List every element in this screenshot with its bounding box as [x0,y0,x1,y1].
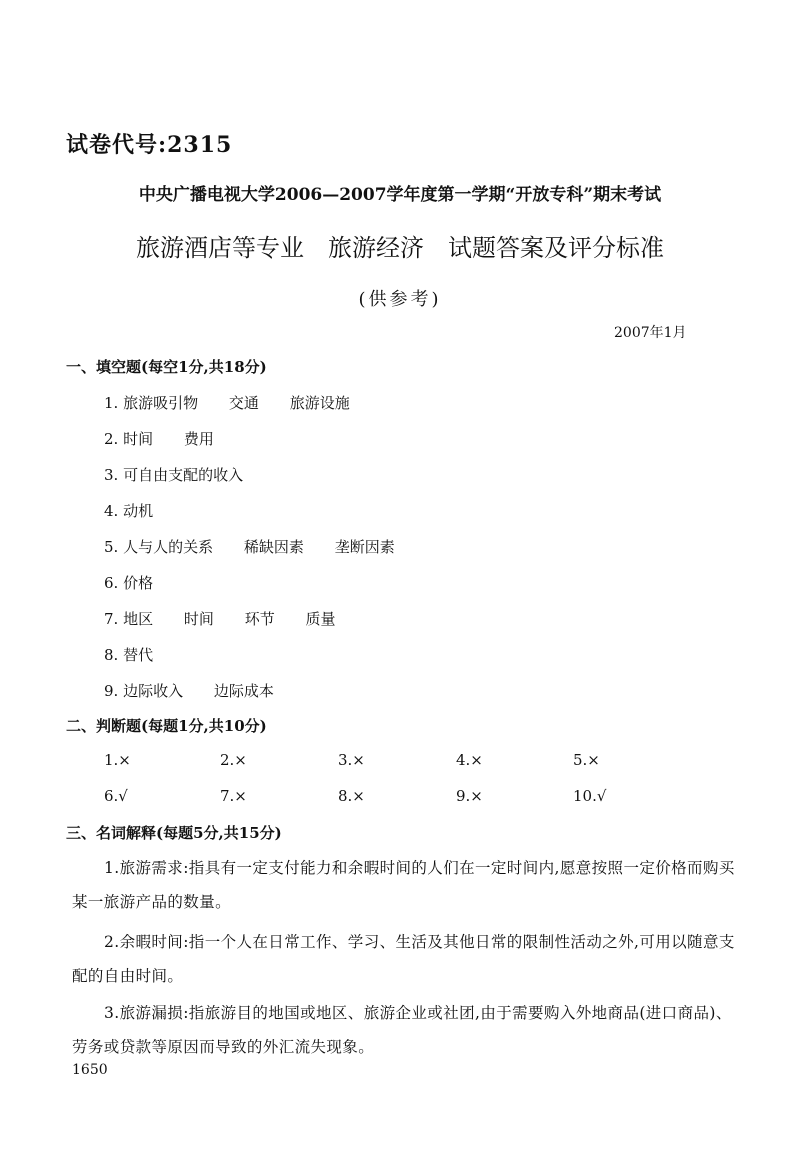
fill-blank-item [104,536,421,557]
term-definition: 3.旅游漏损:指旅游目的地国或地区、旅游企业或社团,由于需要购入外地商品(进口商品)、劳务或贷款等原因而导致的外汇流失现象。 [72,1004,732,1056]
answer: 可自由支配的收入 [123,466,244,484]
answer: 费用 [183,430,214,448]
answer: 垄断因素 [334,538,395,556]
item-number: 2. [104,430,119,448]
fill-blank-item [104,464,269,485]
answer: 边际收入 [123,682,184,700]
true-false-answer: 4.× [456,751,483,769]
answer: 旅游吸引物 [123,394,199,412]
fill-blank-item [104,428,240,449]
answer: 质量 [305,610,336,628]
term-definition: 2.余暇时间:指一个人在日常工作、学习、生活及其他日常的限制性活动之外,可用以随意支配的自由时间。 [72,933,735,985]
term-definition: 1.旅游需求:指具有一定支付能力和余暇时间的人们在一定时间内,愿意按照一定价格而购买某一旅游产品的数量。 [72,859,735,911]
true-false-answer: 8.× [338,787,365,805]
answer: 边际成本 [213,682,274,700]
answer: 时间 [123,430,154,448]
true-false-answer: 6.√ [104,787,128,805]
fill-blank-item [104,680,300,701]
answer: 稀缺因素 [243,538,304,556]
true-false-answer: 10.√ [573,787,607,805]
paper-code: 试卷代号:2315 [66,132,233,158]
answer: 替代 [123,646,154,664]
answer: 旅游设施 [289,394,350,412]
true-false-answer: 7.× [220,787,247,805]
true-false-answer: 1.× [104,751,131,769]
reference-note: (供参考) [358,289,442,310]
true-false-answer: 2.× [220,751,247,769]
item-number: 9. [104,682,119,700]
fill-blank-item [104,608,362,629]
section-fill-blank-heading: 一、填空题(每空1分,共18分) [66,358,267,376]
page-number: 1650 [72,1062,108,1078]
fill-blank-item [104,644,179,665]
item-number: 6. [104,574,119,592]
item-number: 5. [104,538,119,556]
answer: 价格 [123,574,154,592]
item-number: 3. [104,466,119,484]
exam-header: 中央广播电视大学2006—2007学年度第一学期“开放专科”期末考试 [138,185,662,205]
fill-blank-item [104,392,376,413]
fill-blank-item [104,500,179,521]
exam-date: 2007年1月 [614,325,687,341]
true-false-answer: 3.× [338,751,365,769]
answer: 交通 [228,394,259,412]
section-terms-heading: 三、名词解释(每题5分,共15分) [66,824,282,842]
answer: 人与人的关系 [123,538,214,556]
fill-blank-item [104,572,179,593]
item-number: 8. [104,646,119,664]
true-false-answer: 5.× [573,751,600,769]
answer: 时间 [183,610,214,628]
item-number: 7. [104,610,119,628]
item-number: 4. [104,502,119,520]
section-true-false-heading: 二、判断题(每题1分,共10分) [66,717,267,735]
document-title: 旅游酒店等专业 旅游经济 试题答案及评分标准 [136,234,664,262]
true-false-answer: 9.× [456,787,483,805]
answer: 环节 [244,610,275,628]
item-number: 1. [104,394,119,412]
answer: 地区 [123,610,154,628]
answer: 动机 [123,502,154,520]
